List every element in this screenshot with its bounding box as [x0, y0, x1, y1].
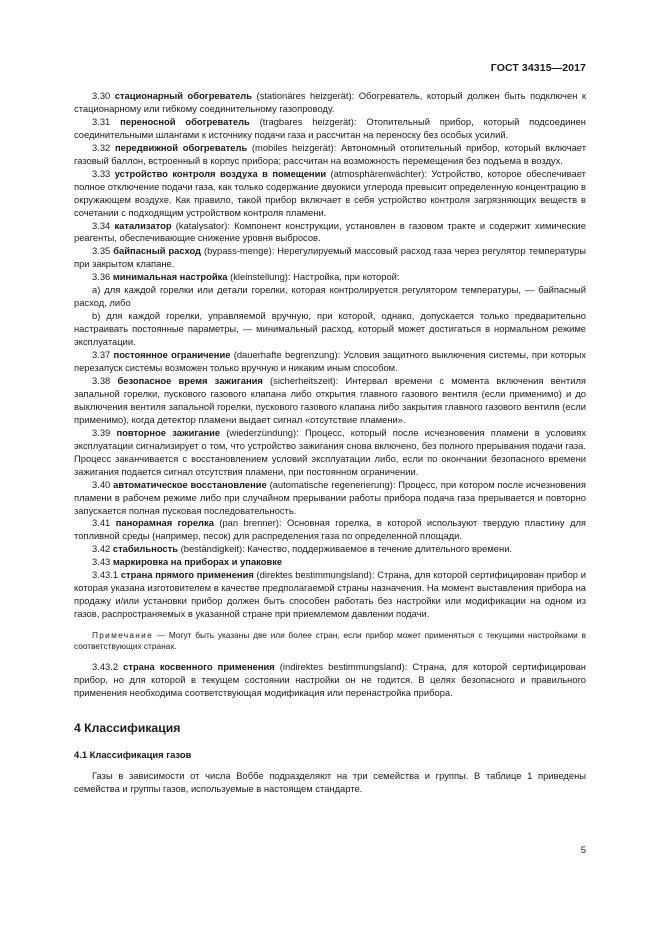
definition-paragraph: [74, 245, 586, 271]
page-number: 5: [580, 844, 586, 855]
note-lead: Примечание: [92, 630, 154, 641]
subsection-title: 4.1 Классификация газов: [74, 749, 192, 761]
definition-term: страна косвенного применения: [123, 661, 275, 673]
definition-number: 3.43: [92, 556, 111, 568]
definition-text: (mobiles heizgerät): Автономный отопительный прибор, который включает газовый баллон, встроенный в корпус прибора; рассчитан на возможность перемещения без подъема в воздух.: [74, 141, 586, 166]
definition-text: a) для каждой горелки или детали горелки, которая контролируется регулятором температуры, — байпасный расход, либо: [74, 284, 586, 309]
definition-number: 3.37: [92, 349, 111, 361]
definition-paragraph: [74, 569, 586, 621]
definition-paragraph: [74, 375, 586, 427]
definition-paragraph: [74, 479, 586, 518]
definition-number: 3.30: [92, 90, 111, 101]
note-paragraph: [74, 630, 586, 652]
definition-text: (stationäres heizgerät): Обогреватель, который должен быть подключен к стационарному или гибкому соединительному газопроводу.: [74, 90, 586, 114]
definition-text: (bypass-menge): Нерегулируемый массовый расход газа через регулятор температуры при закрытом клапане.: [74, 245, 586, 270]
definition-term: безопасное время зажигания: [117, 374, 263, 386]
definition-term: автоматическое восстановление: [113, 478, 267, 490]
definition-number: 3.42: [92, 543, 111, 555]
definition-text: (pan brenner): Основная горелка, в которой используют твердую пластину для топливной среды (например, песок) для распределения газа по определенной площади.: [74, 517, 587, 542]
definition-paragraph: [74, 349, 586, 375]
definition-text: b) для каждой горелки, управляемой вручную, при которой, однако, допускается только предварительно настраивать постоянные параметры, — минимальный расход, который может достигаться в нормальном режиме эксплуатации.: [74, 310, 586, 348]
document-body: [74, 90, 586, 796]
definition-text: (wiederzündung): Процесс, который после исчезновения пламени в условиях эксплуатации сигнализирует о том, что устройство зажигания снова включено, без полного прерывания подачи газа. Процесс заканчивается с восстановлением условий эксплуатации либо, если по окончании безопасного времени зажигания подается сигнал отсутствия пламени, при постоянном ограничении.: [74, 426, 587, 477]
definition-term: маркировка на приборах и упаковке: [112, 556, 283, 568]
definition-term: страна прямого применения: [120, 569, 254, 581]
definition-number: 3.33: [92, 167, 111, 179]
definition-text: (indirektes bestimmungsland): Страна, для которой сертифицирован прибор, но для которой в текущем состоянии настройки он не годится. В целях безопасного и правильного применения необходима соответствующая модификация или перенастройка прибора.: [74, 661, 586, 699]
definitions-list: [74, 90, 586, 621]
definition-text: (tragbares heizgerät): Отопительный прибор, который подсоединен соединительными шлангами к источнику подачи газа и рассчитан на переноску без особых усилий.: [74, 115, 586, 140]
definition-term: стабильность: [112, 543, 178, 555]
definition-paragraph: [74, 116, 586, 142]
definition-paragraph: [74, 427, 586, 479]
definition-paragraph: [74, 284, 586, 310]
definition-number: 3.35: [92, 245, 111, 257]
note-text: — Могут быть указаны две или более стран, если прибор может применяться с текущими настройками в соответствующих странах.: [74, 630, 586, 652]
definition-term: панорамная горелка: [115, 517, 214, 529]
definition-paragraph: [74, 168, 586, 220]
definition-number: 3.32: [92, 141, 111, 153]
definition-number: 3.39: [92, 426, 111, 438]
definition-term: постоянное ограничение: [113, 349, 231, 361]
definition-paragraph: [74, 543, 586, 556]
definition-number: 3.38: [92, 374, 111, 386]
section-title: 4 Классификация: [74, 721, 181, 736]
definition-text: (katalysator): Компонент конструкции, установлен в газовом тракте и содержит химические реагенты, обеспечивающие снижение уровня выбросов.: [74, 219, 587, 244]
definition-term: повторное зажигание: [116, 426, 221, 438]
definition-number: 3.43.1: [92, 569, 119, 581]
definition-number: 3.34: [92, 219, 111, 231]
definition-term: устройство контроля воздуха в помещении: [114, 167, 327, 179]
definition-text: (sicherheitszeit): Интервал времени с момента включения вентиля запальной горелки, пускового газового клапана либо открытия главного газового вентиля (если применимо) и до выключения вентиля запальной горелки, пускового газового клапана либо закрытия главного газового вентиля (если применимо), когда детектор пламени выдает сигнал «отсутствие пламени».: [74, 374, 586, 425]
definition-text: (dauerhafte begrenzung): Условия защитного выключения системы, при которых перезапуск системы возможен только вручную и никаким иным способом.: [74, 349, 587, 374]
definition-term: минимальная настройка: [112, 271, 228, 283]
definition-paragraph: [74, 90, 586, 116]
standard-header: ГОСТ 34315—2017: [490, 62, 586, 74]
definition-text: (direktes bestimmungsland): Страна, для которой сертифицирован прибор и которая указана изготовителем в качестве предполагаемой страны назначения. На момент выставления прибора на продажу и/или установки прибор должен быть способен работать без настройки или модификации на одном из газов, распространяемых в указанной стране при приемлемом давлении подачи.: [74, 569, 586, 620]
definition-term: передвижной обогреватель: [114, 141, 248, 153]
definition-text: (kleinstellung): Настройка, при которой:: [227, 271, 400, 283]
definition-paragraph: [74, 271, 586, 284]
definition-term: стационарный обогреватель: [114, 90, 253, 101]
definition-number: 3.41: [92, 517, 111, 529]
definition-number: 3.31: [92, 115, 111, 127]
definition-text: (beständigkeit): Качество, поддерживаемое в течение длительного времени.: [178, 543, 513, 555]
definition-paragraph-3-43-2: [74, 661, 586, 700]
definition-text: (automatische regenerierung): Процесс, при котором после исчезновения пламени в рабочем режиме либо при случайном прерывании работы прибора подача газа прерывается и повторно запускается полная пусковая последовательность.: [74, 478, 586, 516]
final-paragraph: Газы в зависимости от числа Воббе подразделяют на три семейства и группы. В таблице 1 приведены семейства и группы газов, используемые в настоящем стандарте.: [74, 770, 586, 795]
definition-number: 3.43.2: [92, 661, 119, 673]
definition-term: переносной обогреватель: [120, 115, 250, 127]
definition-paragraph: [74, 310, 586, 349]
definition-paragraph: [74, 517, 586, 543]
definition-term: катализатор: [114, 219, 172, 231]
definition-text: (atmosphärenwächter): Устройство, которое обеспечивает полное отключение подачи газа, как только содержание двуокиси углерода превысит определенную концентрацию в окружающем воздухе. Как правило, такой прибор включает в себя устройство контроля загрязняющих веществ в сочетании с подходящим устройством контроля пламени.: [74, 167, 586, 218]
definition-number: 3.40: [92, 478, 111, 490]
definition-paragraph: [74, 220, 586, 246]
definition-paragraph: [74, 556, 586, 569]
definition-number: 3.36: [92, 271, 111, 283]
definition-paragraph: [74, 142, 586, 168]
definition-term: байпасный расход: [113, 245, 202, 257]
